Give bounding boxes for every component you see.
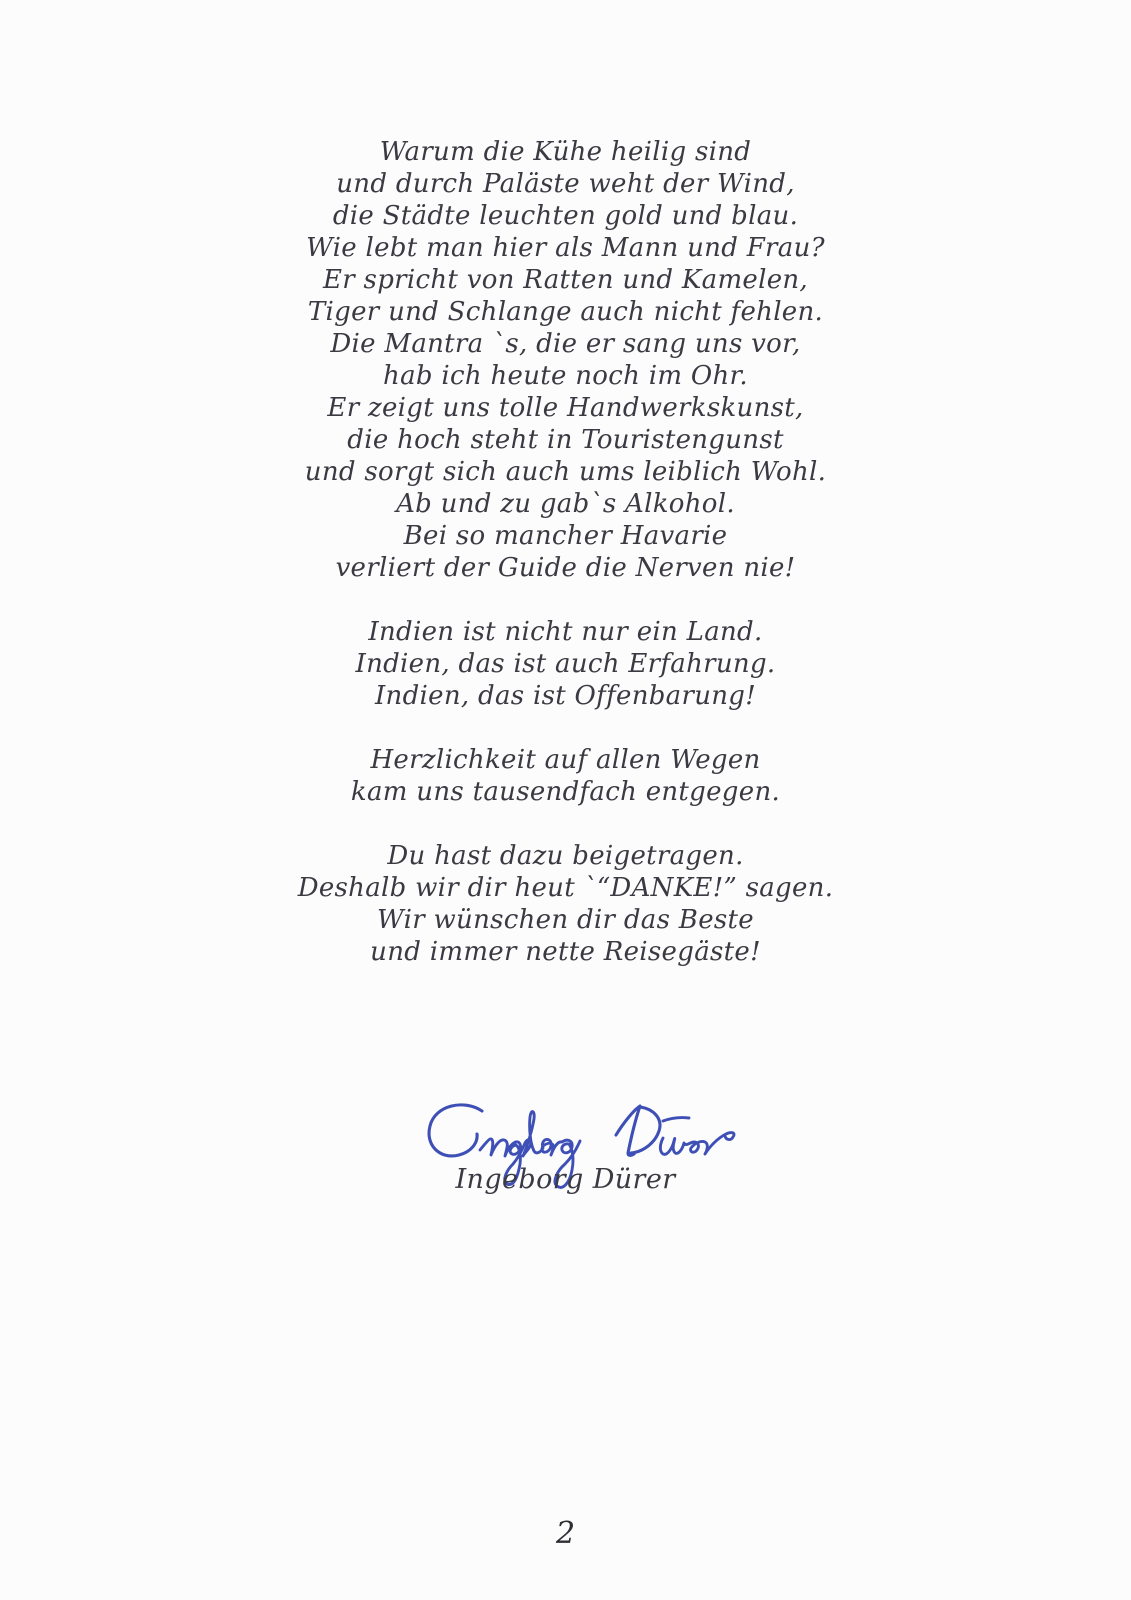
poem-line: Er spricht von Ratten und Kamelen, — [322, 265, 809, 295]
poem-line: Indien, das ist Offenbarung! — [374, 681, 756, 711]
poem-line: Warum die Kühe heilig sind — [379, 137, 752, 167]
printed-signatory-name: Ingeborg Dürer — [455, 1164, 676, 1195]
poem-line: Indien, das ist auch Erfahrung. — [355, 649, 776, 679]
poem-stanza-1 — [0, 136, 1131, 584]
poem-stanza-4 — [0, 840, 1131, 968]
poem-stanza-3 — [0, 744, 1131, 808]
poem-line: Du hast dazu beigetragen. — [387, 841, 744, 871]
poem-line: kam uns tausendfach entgegen. — [350, 777, 781, 807]
poem-line: die hoch steht in Touristengunst — [347, 425, 784, 455]
poem-line: die Städte leuchten gold und blau. — [332, 201, 799, 231]
poem-line: und immer nette Reisegäste! — [370, 937, 761, 967]
poem-line: Indien ist nicht nur ein Land. — [368, 617, 763, 647]
poem-text — [0, 136, 1131, 968]
poem-line: Er zeigt uns tolle Handwerkskunst, — [327, 393, 804, 423]
poem-line: und sorgt sich auch ums leiblich Wohl. — [304, 457, 827, 487]
page-number: 2 — [555, 1516, 576, 1551]
signature-block — [0, 1098, 1131, 1208]
poem-line: Deshalb wir dir heut `“DANKE!” sagen. — [297, 873, 834, 903]
poem-line: hab ich heute noch im Ohr. — [383, 361, 748, 391]
poem-line: Tiger und Schlange auch nicht fehlen. — [307, 297, 824, 327]
poem-line: Wir wünschen dir das Beste — [377, 905, 754, 935]
poem-line: Bei so mancher Havarie — [403, 521, 728, 551]
poem-line: Herzlichkeit auf allen Wegen — [370, 745, 761, 775]
poem-line: Wie lebt man hier als Mann und Frau? — [306, 233, 825, 263]
poem-line: verliert der Guide die Nerven nie! — [335, 553, 796, 583]
poem-line: Die Mantra `s, die er sang uns vor, — [330, 329, 801, 359]
poem-line: Ab und zu gab`s Alkohol. — [396, 489, 735, 519]
poem-line: und durch Paläste weht der Wind, — [336, 169, 795, 199]
poem-stanza-2 — [0, 616, 1131, 712]
